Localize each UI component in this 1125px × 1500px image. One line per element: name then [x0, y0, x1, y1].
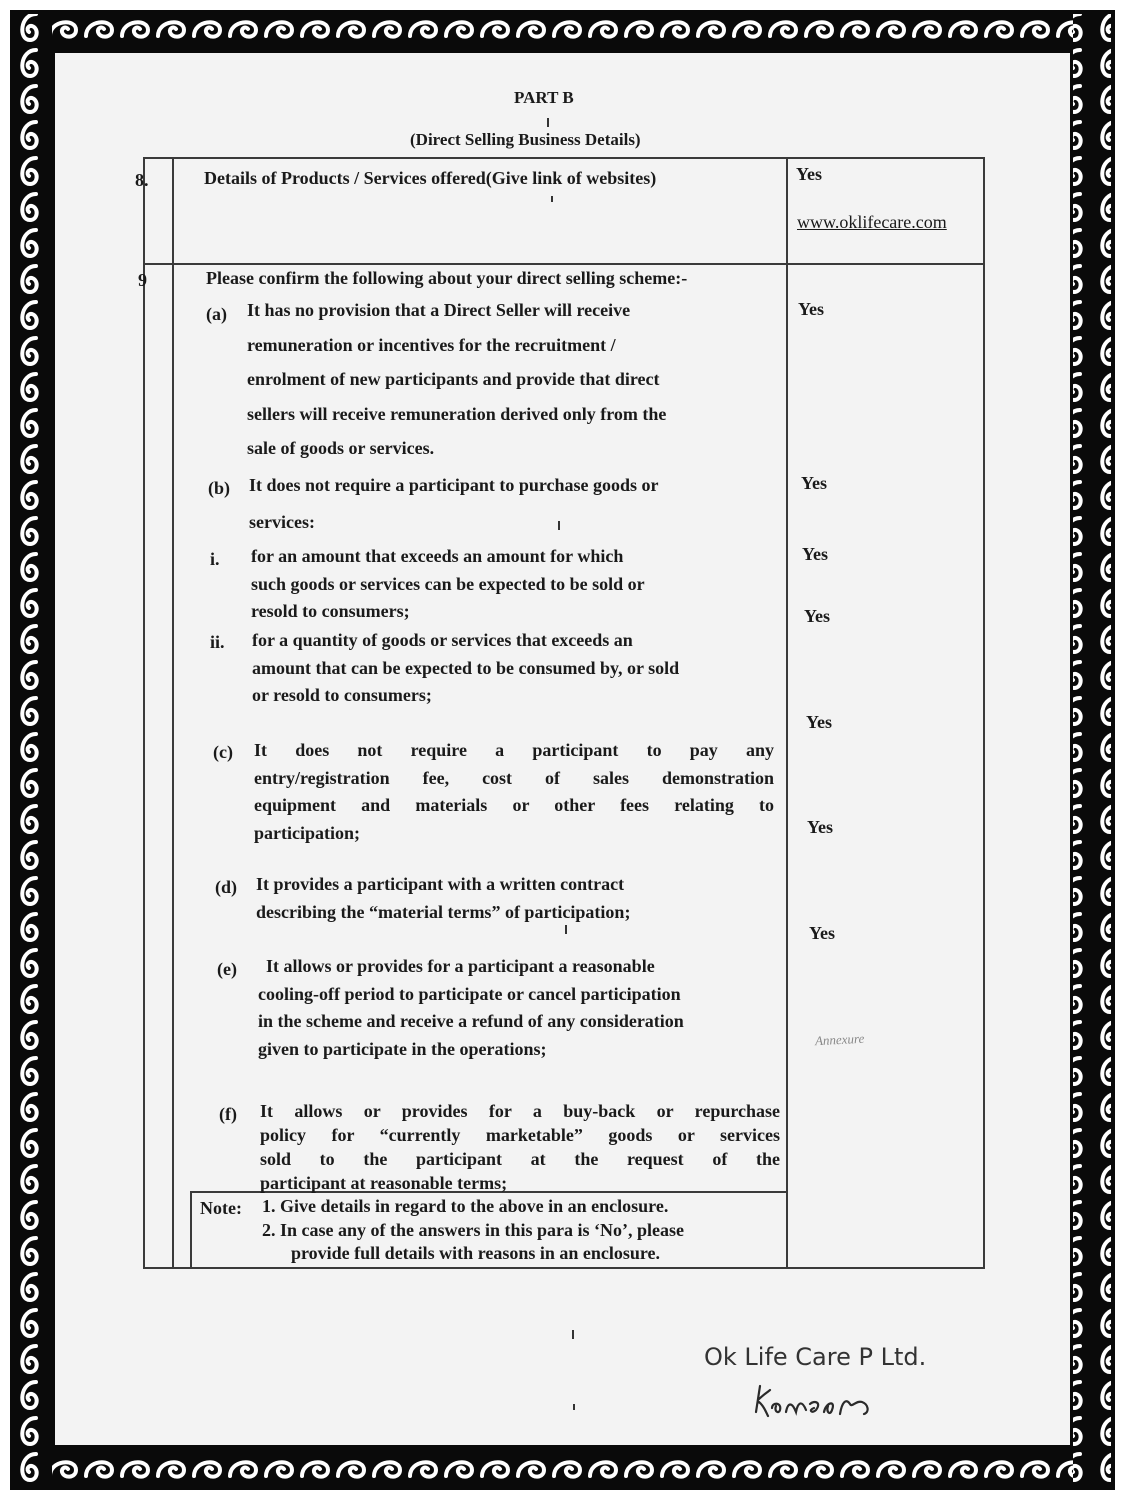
scan-mark [558, 521, 560, 530]
answer-column-divider [786, 157, 788, 1269]
row-number-8: 8. [135, 170, 149, 190]
row-8-answer: Yes [796, 164, 822, 184]
text-line: equipment and materials or other fees relating to [254, 795, 774, 815]
scan-mark [551, 196, 553, 202]
item-f-text [260, 1099, 780, 1195]
handwritten-signature [752, 1382, 882, 1422]
item-ii-answer: Yes [804, 606, 830, 626]
text-line: or resold to consumers; [252, 685, 432, 705]
note-item: provide full details with reasons in an enclosure. [291, 1243, 661, 1263]
item-i-text [251, 543, 723, 626]
text-line: policy for “currently marketable” goods or services [260, 1125, 780, 1145]
item-d-text [256, 871, 726, 926]
item-c-answer: Yes [806, 712, 832, 732]
item-e-answer: Yes [809, 923, 835, 943]
text-line: participant at reasonable terms; [260, 1173, 508, 1193]
item-b-marker: (b) [208, 478, 230, 498]
text-line: It allows or provides for a buy-back or repurchase [260, 1101, 780, 1121]
text-line: participation; [254, 822, 360, 843]
item-ii-marker: ii. [210, 632, 225, 652]
note-divider-left [190, 1191, 192, 1269]
item-e-text [258, 953, 788, 1063]
text-line: such goods or services can be expected to be sold or [251, 573, 645, 594]
item-a-text [247, 293, 767, 466]
item-e-marker: (e) [217, 959, 237, 979]
item-a-marker: (a) [206, 304, 227, 324]
text-line: It does not require a participant to purchase goods or [249, 475, 659, 495]
item-c-text [254, 737, 774, 847]
item-ii-text [252, 627, 772, 710]
scan-mark [547, 118, 549, 127]
text-line: given to participate in the operations; [258, 1038, 547, 1059]
item-b-answer: Yes [801, 473, 827, 493]
company-stamp: Ok Life Care P Ltd. [704, 1343, 927, 1371]
text-line: amount that can be expected to be consumed by, or sold [252, 657, 680, 678]
text-line: for an amount that exceeds an amount for which [251, 546, 624, 566]
row-number-9: 9 [138, 270, 147, 290]
text-line: sold to the participant at the request of the [260, 1149, 780, 1169]
text-line: for a quantity of goods or services that exceeds an [252, 630, 633, 650]
item-d-answer: Yes [807, 817, 833, 837]
row-8-label: Details of Products / Services offered(Give link of websites) [204, 168, 657, 188]
text-line: enrolment of new participants and provide that direct [247, 369, 660, 389]
note-label: Note: [200, 1198, 242, 1218]
text-line: entry/registration fee, cost of sales demonstration [254, 767, 774, 788]
text-line: remuneration or incentives for the recruitment / [247, 334, 616, 355]
text-line: It provides a participant with a written contract [256, 874, 625, 894]
table-border-right [983, 157, 985, 1269]
section-subtitle: (Direct Selling Business Details) [410, 130, 641, 149]
table-border-bottom [143, 1267, 985, 1269]
number-column-divider [172, 157, 174, 1269]
note-item: 1. Give details in regard to the above in an enclosure. [262, 1196, 669, 1216]
text-line: It has no provision that a Direct Seller will receive [247, 300, 631, 320]
website-link[interactable]: www.oklifecare.com [797, 212, 947, 232]
scan-mark [565, 925, 567, 934]
row-9-intro: Please confirm the following about your direct selling scheme:- [206, 268, 688, 288]
text-line: resold to consumers; [251, 601, 410, 621]
item-i-marker: i. [210, 549, 220, 569]
text-line: describing the “material terms” of participation; [256, 901, 631, 922]
table-border-left [143, 157, 145, 1269]
note-item: 2. In case any of the answers in this para is ‘No’, please [262, 1219, 685, 1240]
text-line: sale of goods or services. [247, 438, 435, 458]
text-line: It allows or provides for a participant a reasonable [266, 956, 655, 976]
item-c-marker: (c) [213, 742, 233, 762]
table-border-top [143, 157, 983, 159]
text-line: It does not require a participant to pay any [254, 740, 774, 760]
scan-mark [573, 1404, 575, 1410]
faint-annotation: Annexure [814, 1030, 865, 1049]
item-d-marker: (d) [215, 877, 237, 897]
item-b-text [249, 467, 769, 541]
text-line: services: [249, 512, 315, 532]
item-a-answer: Yes [798, 299, 824, 319]
scan-mark [572, 1330, 574, 1339]
item-f-marker: (f) [219, 1104, 237, 1124]
text-line: in the scheme and receive a refund of any consideration [258, 1011, 684, 1031]
note-text [262, 1195, 792, 1266]
text-line: cooling-off period to participate or cancel participation [258, 983, 681, 1004]
item-i-answer: Yes [802, 544, 828, 564]
part-title: PART B [514, 88, 574, 107]
row-divider [143, 263, 985, 265]
text-line: sellers will receive remuneration derived only from the [247, 403, 667, 424]
signature [752, 1382, 882, 1427]
